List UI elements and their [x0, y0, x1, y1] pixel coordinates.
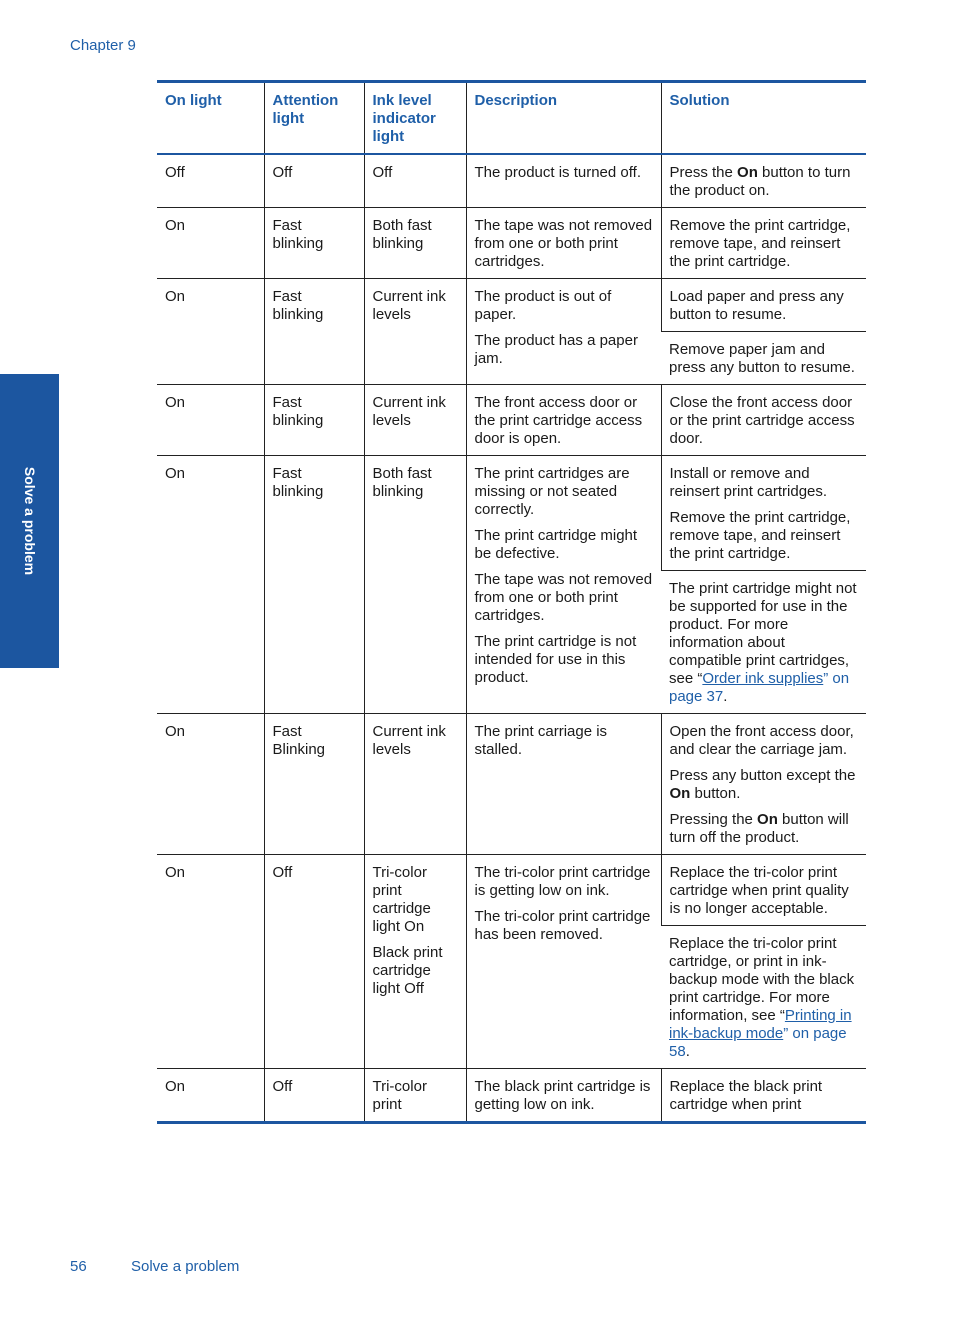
description-text: The print cartridge is not intended for use in this product. [474, 633, 637, 686]
cell-solution [661, 714, 866, 855]
cell-description [466, 154, 661, 208]
text-segment: button. [690, 785, 741, 802]
side-tab-label: Solve a problem [21, 466, 38, 576]
text-segment: Open the front access door, and clear the carriage jam. [669, 723, 854, 758]
text-segment: Load paper and press any button to resume. [669, 288, 844, 323]
text-segment: . [723, 688, 728, 705]
cell-description [466, 855, 661, 1069]
cell-description [466, 385, 661, 456]
cell-description [466, 1069, 661, 1123]
cell-ink-level-light [364, 279, 466, 385]
table-body [157, 154, 866, 1123]
cell-attention-light: Fast blinking [264, 279, 364, 385]
table-row [157, 208, 866, 279]
ink-level-text: Both fast blinking [372, 465, 432, 500]
cell-ink-level-light [364, 456, 466, 714]
cell-attention-light: Off [264, 1069, 364, 1123]
description-text: The black print cartridge is getting low on ink. [474, 1078, 651, 1113]
description-text: The product is turned off. [474, 164, 641, 181]
solution-text [670, 864, 859, 918]
description-text: The tri-color print cartridge is getting low on ink. [474, 864, 651, 899]
cell-attention-light: Off [264, 855, 364, 1069]
header-description: Description [466, 82, 661, 155]
text-segment: Pressing the [669, 811, 758, 828]
cell-ink-level-light [364, 714, 466, 855]
cell-attention-light: Fast Blinking [264, 714, 364, 855]
button-name: On [737, 164, 758, 181]
page-number: 56 [70, 1258, 87, 1275]
description-text: The front access door or the print cartridge access door is open. [474, 394, 643, 447]
solution-text [670, 217, 859, 271]
ink-level-text: Both fast blinking [372, 217, 432, 252]
cell-solution [661, 385, 866, 456]
cross-reference-link[interactable]: Order ink supplies [702, 670, 824, 687]
cell-on-light: Off [157, 154, 264, 208]
ink-level-text: Tri-color print cartridge light On [372, 864, 431, 935]
solution-text [670, 767, 859, 803]
cell-description [466, 279, 661, 385]
cell-on-light: On [157, 208, 264, 279]
table-header-row [157, 82, 866, 155]
cell-on-light: On [157, 385, 264, 456]
header-attention-light: Attention light [264, 82, 364, 155]
description-text: The print cartridge might be defective. [474, 527, 638, 562]
ink-level-text: Off [372, 164, 393, 181]
solution-text [670, 394, 859, 448]
ink-level-text: Black print cartridge light Off [372, 944, 443, 997]
cell-attention-light: Fast blinking [264, 385, 364, 456]
text-segment: Remove paper jam and press any button to resume. [669, 341, 855, 376]
cell-ink-level-light [364, 855, 466, 1069]
status-lights-table [157, 80, 866, 1124]
description-text: The product is out of paper. [474, 288, 612, 323]
cell-solution [661, 1069, 866, 1123]
cell-solution [661, 208, 866, 279]
description-text: The tri-color print cartridge has been removed. [474, 908, 651, 943]
button-name: On [669, 785, 691, 802]
cell-ink-level-light [364, 1069, 466, 1123]
cell-solution [661, 571, 866, 714]
solution-text [669, 935, 858, 1061]
cell-on-light: On [157, 456, 264, 714]
table-row [157, 456, 866, 571]
chapter-label: Chapter 9 [70, 37, 136, 54]
text-segment: button to turn the product on. [669, 164, 851, 199]
section-side-tab [0, 374, 59, 668]
ink-level-text: Tri-color print [372, 1078, 427, 1113]
cell-solution [661, 456, 866, 571]
cell-on-light: On [157, 1069, 264, 1123]
text-segment: button will turn off the product. [669, 811, 849, 846]
solution-text [670, 465, 859, 501]
table-row [157, 1069, 866, 1123]
description-text: The tape was not removed from one or both print cartridges. [474, 217, 653, 270]
description-text: The product has a paper jam. [474, 332, 638, 367]
cell-solution [661, 154, 866, 208]
solution-text [670, 723, 859, 759]
text-segment: Press any button except the [669, 767, 856, 784]
cell-on-light: On [157, 714, 264, 855]
table-row [157, 279, 866, 332]
header-solution: Solution [661, 82, 866, 155]
cell-ink-level-light [364, 385, 466, 456]
solution-text [669, 580, 858, 706]
ink-level-text: Current ink levels [372, 394, 446, 429]
page-reference: ” on page 37 [669, 670, 850, 705]
text-segment: Install or remove and reinsert print cartridges. [669, 465, 828, 500]
text-segment: Remove the print cartridge, remove tape, and reinsert the print cartridge. [669, 217, 851, 270]
description-text: The print cartridges are missing or not seated correctly. [474, 465, 630, 518]
solution-text [670, 288, 859, 324]
text-segment: Replace the tri-color print cartridge, or print in ink-backup mode with the black print cartridge. For more information, see “ [669, 935, 855, 1024]
cell-solution [661, 855, 866, 926]
cell-ink-level-light [364, 154, 466, 208]
text-segment: Replace the tri-color print cartridge when print quality is no longer acceptable. [669, 864, 849, 917]
page-reference: ” on page 58 [669, 1025, 847, 1060]
cell-solution [661, 279, 866, 332]
text-segment: Close the front access door or the print cartridge access door. [669, 394, 855, 447]
cell-description [466, 714, 661, 855]
solution-text: Remove the print cartridge, remove tape, and reinsert the print cartridge. [669, 509, 851, 562]
description-text: The print carriage is stalled. [474, 723, 608, 758]
cross-reference-link[interactable]: Printing in ink-backup mode [669, 1007, 852, 1042]
table-row [157, 855, 866, 926]
table-row [157, 714, 866, 855]
description-text: The tape was not removed from one or both print cartridges. [474, 571, 653, 624]
text-segment: Press the [669, 164, 738, 181]
cell-on-light: On [157, 855, 264, 1069]
footer-section-title: Solve a problem [131, 1258, 240, 1275]
cell-ink-level-light [364, 208, 466, 279]
button-name: On [757, 811, 778, 828]
solution-text [669, 341, 858, 377]
table-row [157, 154, 866, 208]
ink-level-text: Current ink levels [372, 288, 446, 323]
cell-on-light: On [157, 279, 264, 385]
text-segment: Replace the black print cartridge when print [669, 1078, 823, 1113]
header-on-light: On light [157, 82, 264, 155]
text-segment: . [685, 1043, 690, 1060]
solution-text [670, 164, 859, 200]
cell-description [466, 456, 661, 714]
solution-text [670, 1078, 859, 1114]
cell-solution [661, 926, 866, 1069]
cell-attention-light: Fast blinking [264, 208, 364, 279]
cell-attention-light: Fast blinking [264, 456, 364, 714]
ink-level-text: Current ink levels [372, 723, 446, 758]
table-row [157, 385, 866, 456]
solution-text [670, 811, 859, 847]
header-ink-level-light: Ink level indicator light [364, 82, 466, 155]
cell-description [466, 208, 661, 279]
text-segment: The print cartridge might not be supported for use in the product. For more information about compatible print cartridges, see “ [669, 580, 857, 687]
cell-attention-light: Off [264, 154, 364, 208]
cell-solution [661, 332, 866, 385]
